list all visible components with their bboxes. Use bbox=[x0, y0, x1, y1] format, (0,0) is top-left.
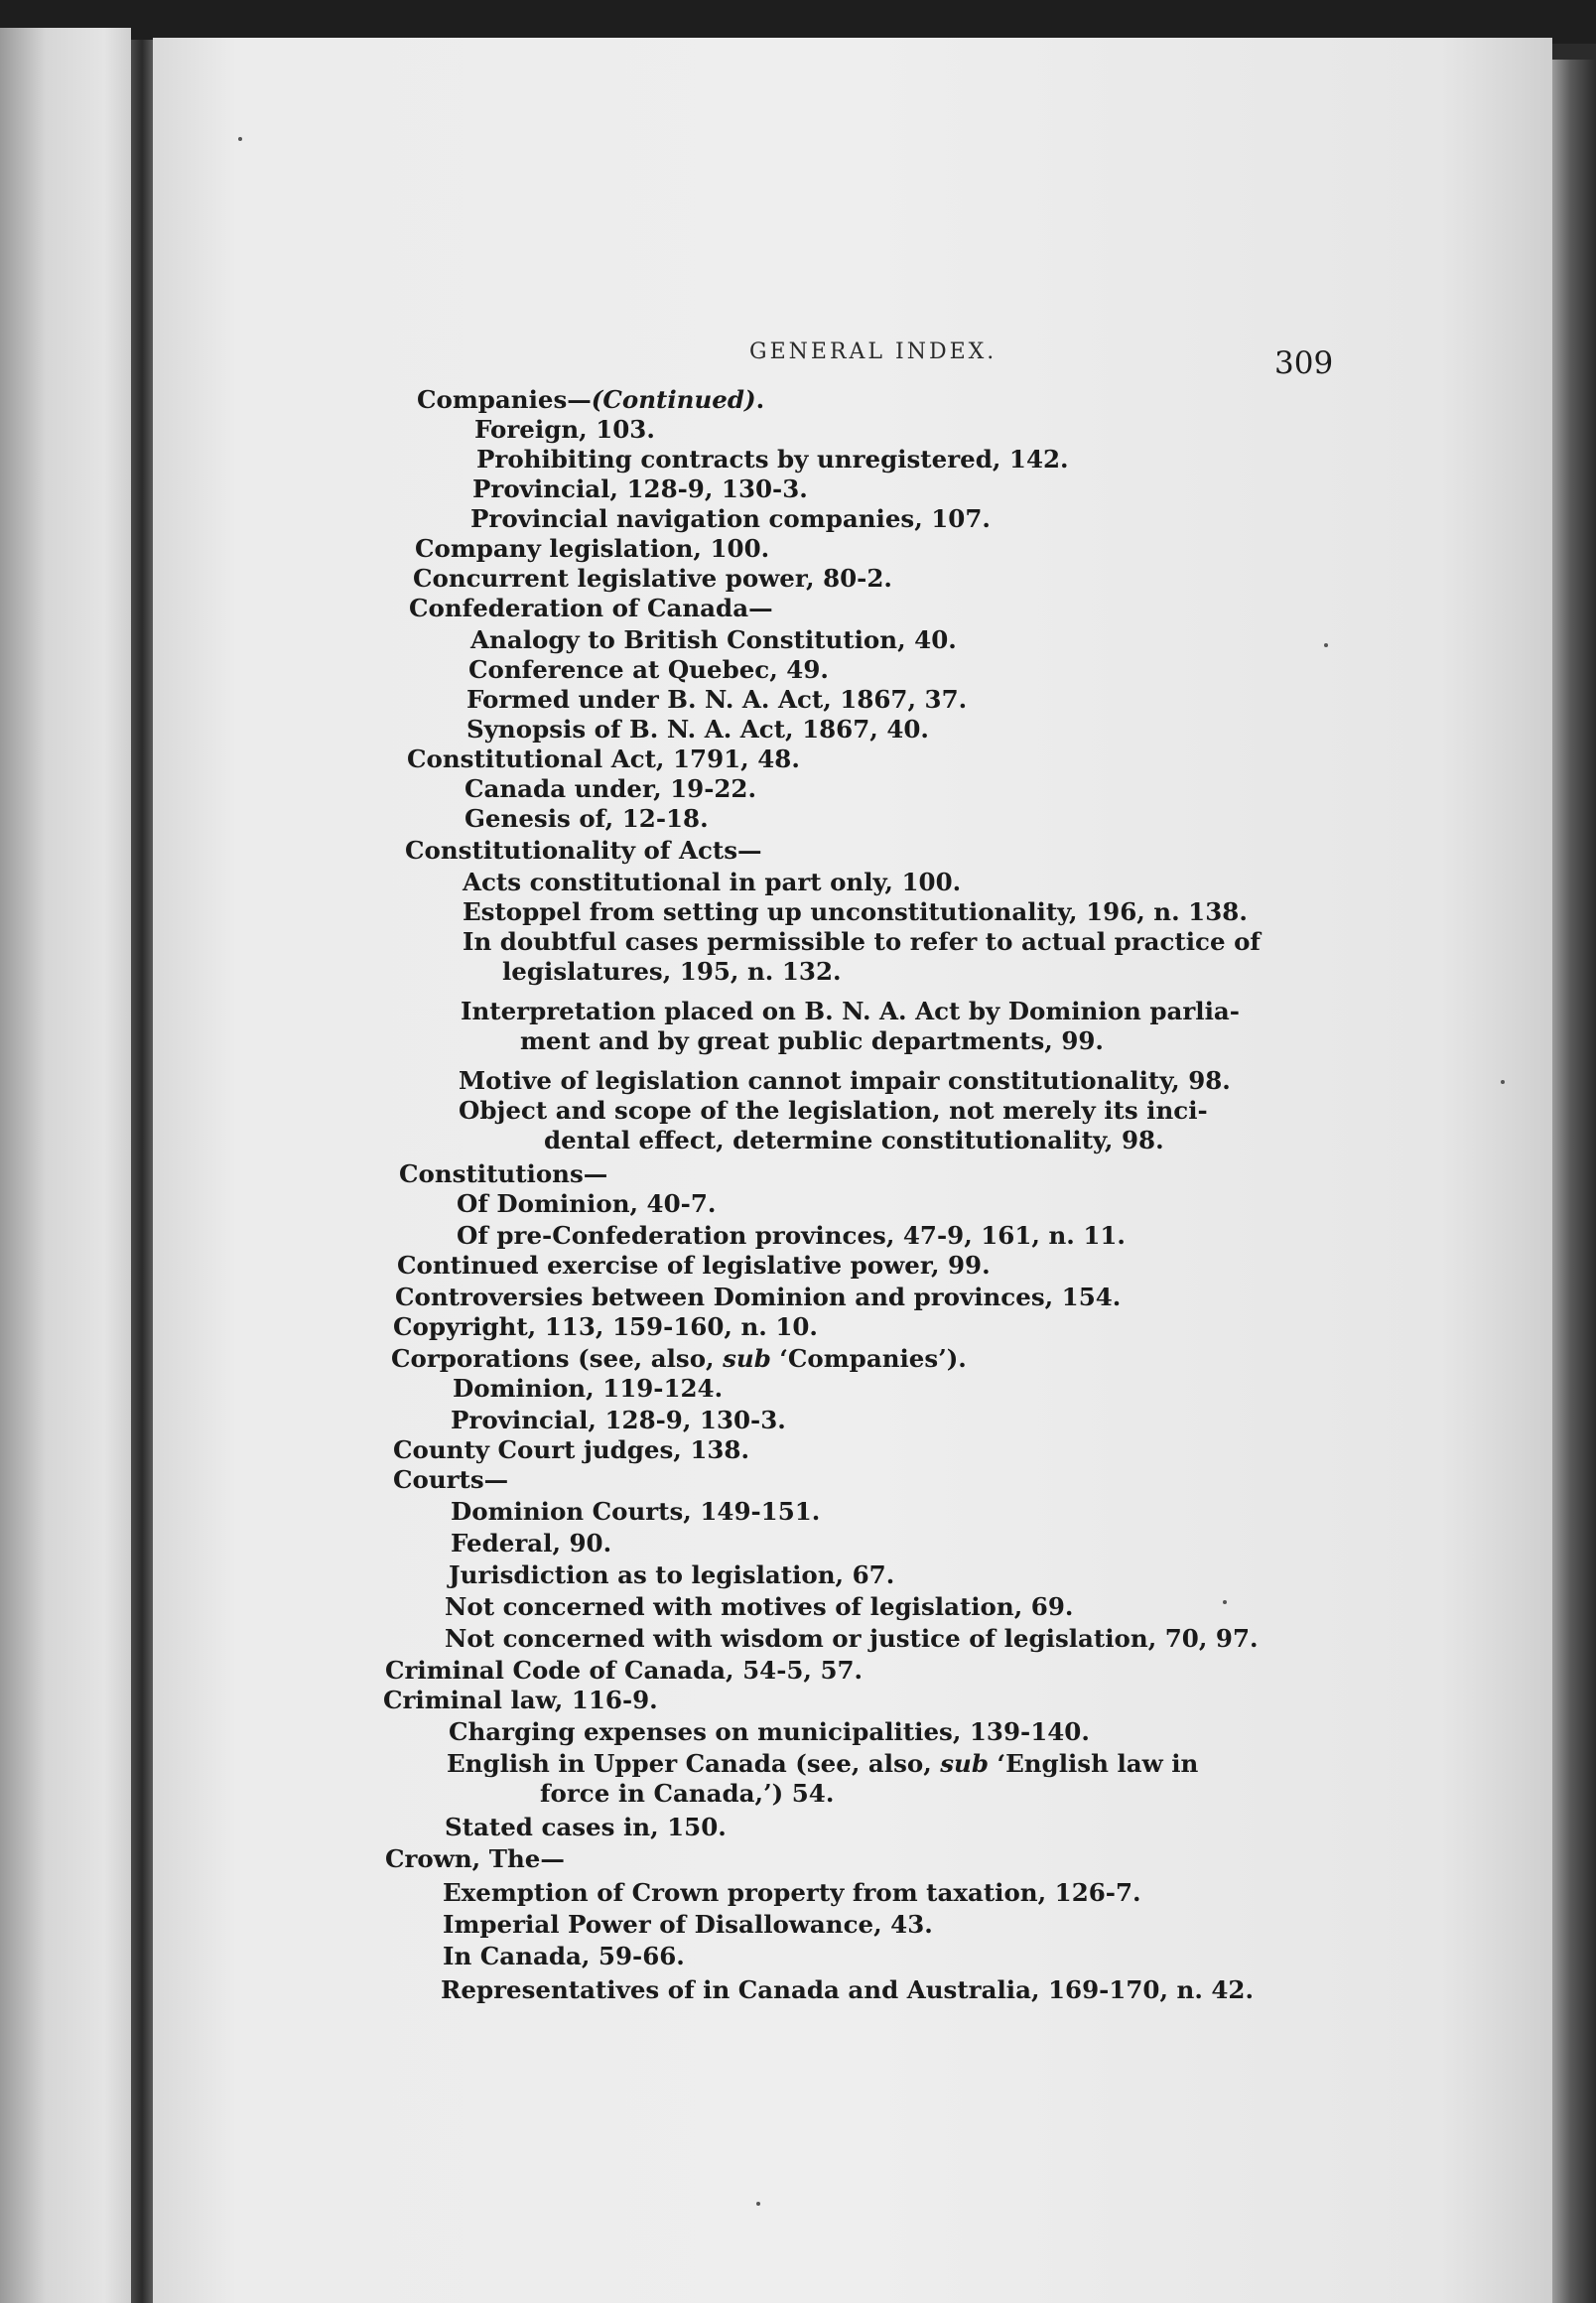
entry-continuation: force in Canada,’) 54. bbox=[540, 1779, 835, 1808]
entry-text: Not concerned with motives of legislation, 69. bbox=[445, 1592, 1074, 1621]
index-entry bbox=[465, 804, 709, 834]
index-entry bbox=[465, 774, 756, 804]
entry-text: Canada under, 19-22. bbox=[465, 774, 757, 803]
index-entry bbox=[397, 1251, 991, 1281]
entry-text: Formed under B. N. A. Act, 1867, 37. bbox=[466, 685, 968, 714]
entry-text: Copyright, 113, 159-160, n. 10. bbox=[393, 1312, 818, 1341]
entry-text: Imperial Power of Disallowance, 43. bbox=[443, 1910, 933, 1939]
entry-text: Not concerned with wisdom or justice of legislation, 70, 97. bbox=[445, 1624, 1259, 1653]
entry-text: Jurisdiction as to legislation, 67. bbox=[449, 1560, 895, 1589]
entry-tail: ‘English law in bbox=[989, 1749, 1199, 1778]
index-entry bbox=[451, 1529, 611, 1558]
entry-text: Provincial, 128-9, 130-3. bbox=[451, 1406, 786, 1434]
entry-italic: sub bbox=[723, 1344, 771, 1373]
entry-text: Interpretation placed on B. N. A. Act by Dominion parlia- bbox=[461, 997, 1240, 1025]
entry-text: Constitutionality of Acts— bbox=[405, 836, 762, 865]
index-entry bbox=[472, 474, 808, 504]
index-entry bbox=[393, 1435, 749, 1465]
index-entry bbox=[445, 1813, 727, 1842]
entry-text: In Canada, 59-66. bbox=[443, 1942, 685, 1970]
entry-text: Controversies between Dominion and provinces, 154. bbox=[395, 1283, 1122, 1311]
entry-text: Constitutions— bbox=[399, 1159, 608, 1188]
index-entry bbox=[457, 1221, 1126, 1251]
scan-speck bbox=[1324, 643, 1328, 647]
entry-text: Company legislation, 100. bbox=[415, 534, 770, 563]
entry-continuation: ment and by great public departments, 99. bbox=[520, 1026, 1104, 1055]
index-entry bbox=[453, 1374, 723, 1404]
index-entry bbox=[399, 1159, 607, 1189]
index-entry bbox=[449, 1717, 1090, 1747]
entry-tail: ‘Companies’). bbox=[770, 1344, 967, 1373]
entry-text: Synopsis of B. N. A. Act, 1867, 40. bbox=[466, 715, 929, 744]
entry-text: Prohibiting contracts by unregistered, 142. bbox=[476, 445, 1069, 474]
entry-text: Of pre-Confederation provinces, 47-9, 161, n. 11. bbox=[457, 1221, 1126, 1250]
index-entry bbox=[409, 594, 773, 623]
index-entry bbox=[459, 1066, 1231, 1096]
index-entry bbox=[443, 1910, 933, 1940]
entry-text: In doubtful cases permissible to refer to actual practice of bbox=[463, 927, 1261, 956]
index-entry bbox=[447, 1749, 1198, 1809]
entry-text: Dominion Courts, 149-151. bbox=[451, 1497, 821, 1526]
entry-text: Criminal law, 116-9. bbox=[383, 1686, 658, 1714]
index-entry bbox=[451, 1497, 820, 1527]
entry-text: Criminal Code of Canada, 54-5, 57. bbox=[385, 1656, 864, 1685]
entry-text: Object and scope of the legislation, not merely its inci- bbox=[459, 1096, 1208, 1125]
index-entry bbox=[413, 564, 892, 594]
index-entry bbox=[395, 1283, 1121, 1312]
entry-text: Constitutional Act, 1791, 48. bbox=[407, 745, 800, 773]
index-entry bbox=[463, 868, 961, 897]
entry-text: Estoppel from setting up unconstitutionality, 196, n. 138. bbox=[463, 897, 1248, 926]
scan-speck bbox=[756, 2202, 760, 2206]
index-entry bbox=[470, 504, 991, 534]
entry-italic: sub bbox=[940, 1749, 990, 1778]
scan-speck bbox=[1223, 1600, 1227, 1604]
index-entry bbox=[393, 1312, 818, 1342]
entry-text: Provincial, 128-9, 130-3. bbox=[472, 474, 808, 503]
index-entry bbox=[449, 1560, 894, 1590]
index-entry bbox=[405, 836, 762, 866]
index-entry bbox=[391, 1344, 967, 1374]
entry-text: Corporations (see, also, bbox=[391, 1344, 724, 1373]
entry-text: Motive of legislation cannot impair constitutionality, 98. bbox=[459, 1066, 1231, 1095]
index-entry bbox=[457, 1189, 716, 1219]
index-entry bbox=[463, 927, 1261, 987]
index-entry bbox=[441, 1975, 1254, 2005]
entry-tail: . bbox=[755, 385, 765, 414]
index-entry bbox=[443, 1878, 1141, 1908]
entry-text: Of Dominion, 40-7. bbox=[457, 1189, 717, 1218]
entry-text: County Court judges, 138. bbox=[393, 1435, 750, 1464]
index-entry bbox=[466, 715, 929, 745]
entry-text: Stated cases in, 150. bbox=[445, 1813, 727, 1841]
index-entry bbox=[443, 1942, 685, 1971]
scan-speck bbox=[238, 137, 242, 141]
index-entry bbox=[470, 625, 957, 655]
index-entry bbox=[474, 415, 655, 445]
index-entry bbox=[417, 385, 764, 415]
entry-text: Representatives of in Canada and Australia, 169-170, n. 42. bbox=[441, 1975, 1255, 2004]
entry-continuation: dental effect, determine constitutionality, 98. bbox=[544, 1126, 1164, 1154]
index-entry bbox=[445, 1592, 1073, 1622]
index-entry bbox=[415, 534, 769, 564]
entry-text: Charging expenses on municipalities, 139-140. bbox=[449, 1717, 1090, 1746]
scan-speck bbox=[1501, 1080, 1505, 1084]
entry-text: Continued exercise of legislative power, 99. bbox=[397, 1251, 991, 1280]
entry-text: Analogy to British Constitution, 40. bbox=[470, 625, 957, 654]
entry-text: Crown, The— bbox=[385, 1844, 565, 1873]
entry-text: Acts constitutional in part only, 100. bbox=[463, 868, 962, 896]
entry-text: Concurrent legislative power, 80-2. bbox=[413, 564, 892, 593]
entry-text: Confederation of Canada— bbox=[409, 594, 773, 622]
entry-text: Federal, 90. bbox=[451, 1529, 612, 1558]
entry-text: Conference at Quebec, 49. bbox=[468, 655, 829, 684]
running-header: GENERAL INDEX. bbox=[749, 339, 998, 364]
entry-continuation: legislatures, 195, n. 132. bbox=[502, 957, 842, 986]
index-entry bbox=[383, 1686, 658, 1715]
index-entry bbox=[385, 1656, 863, 1686]
index-entry bbox=[451, 1406, 786, 1435]
index-entry bbox=[466, 685, 967, 715]
page-number: 309 bbox=[1274, 345, 1334, 381]
index-entry bbox=[461, 997, 1240, 1056]
entry-text: English in Upper Canada (see, also, bbox=[447, 1749, 941, 1778]
entry-text: Exemption of Crown property from taxation, 126-7. bbox=[443, 1878, 1141, 1907]
entry-text: Provincial navigation companies, 107. bbox=[470, 504, 991, 533]
index-entry bbox=[445, 1624, 1259, 1654]
entry-text: Courts— bbox=[393, 1465, 509, 1494]
index-entry bbox=[407, 745, 800, 774]
index-entry bbox=[468, 655, 829, 685]
entry-text: Companies— bbox=[417, 385, 592, 414]
entry-text: Foreign, 103. bbox=[474, 415, 655, 444]
entry-italic: (Continued) bbox=[591, 385, 756, 414]
entry-text: Genesis of, 12-18. bbox=[465, 804, 709, 833]
index-entry bbox=[476, 445, 1069, 474]
index-entry bbox=[385, 1844, 565, 1874]
index-entry bbox=[463, 897, 1248, 927]
index-entry bbox=[459, 1096, 1208, 1155]
entry-text: Dominion, 119-124. bbox=[453, 1374, 724, 1403]
index-entry bbox=[393, 1465, 508, 1495]
